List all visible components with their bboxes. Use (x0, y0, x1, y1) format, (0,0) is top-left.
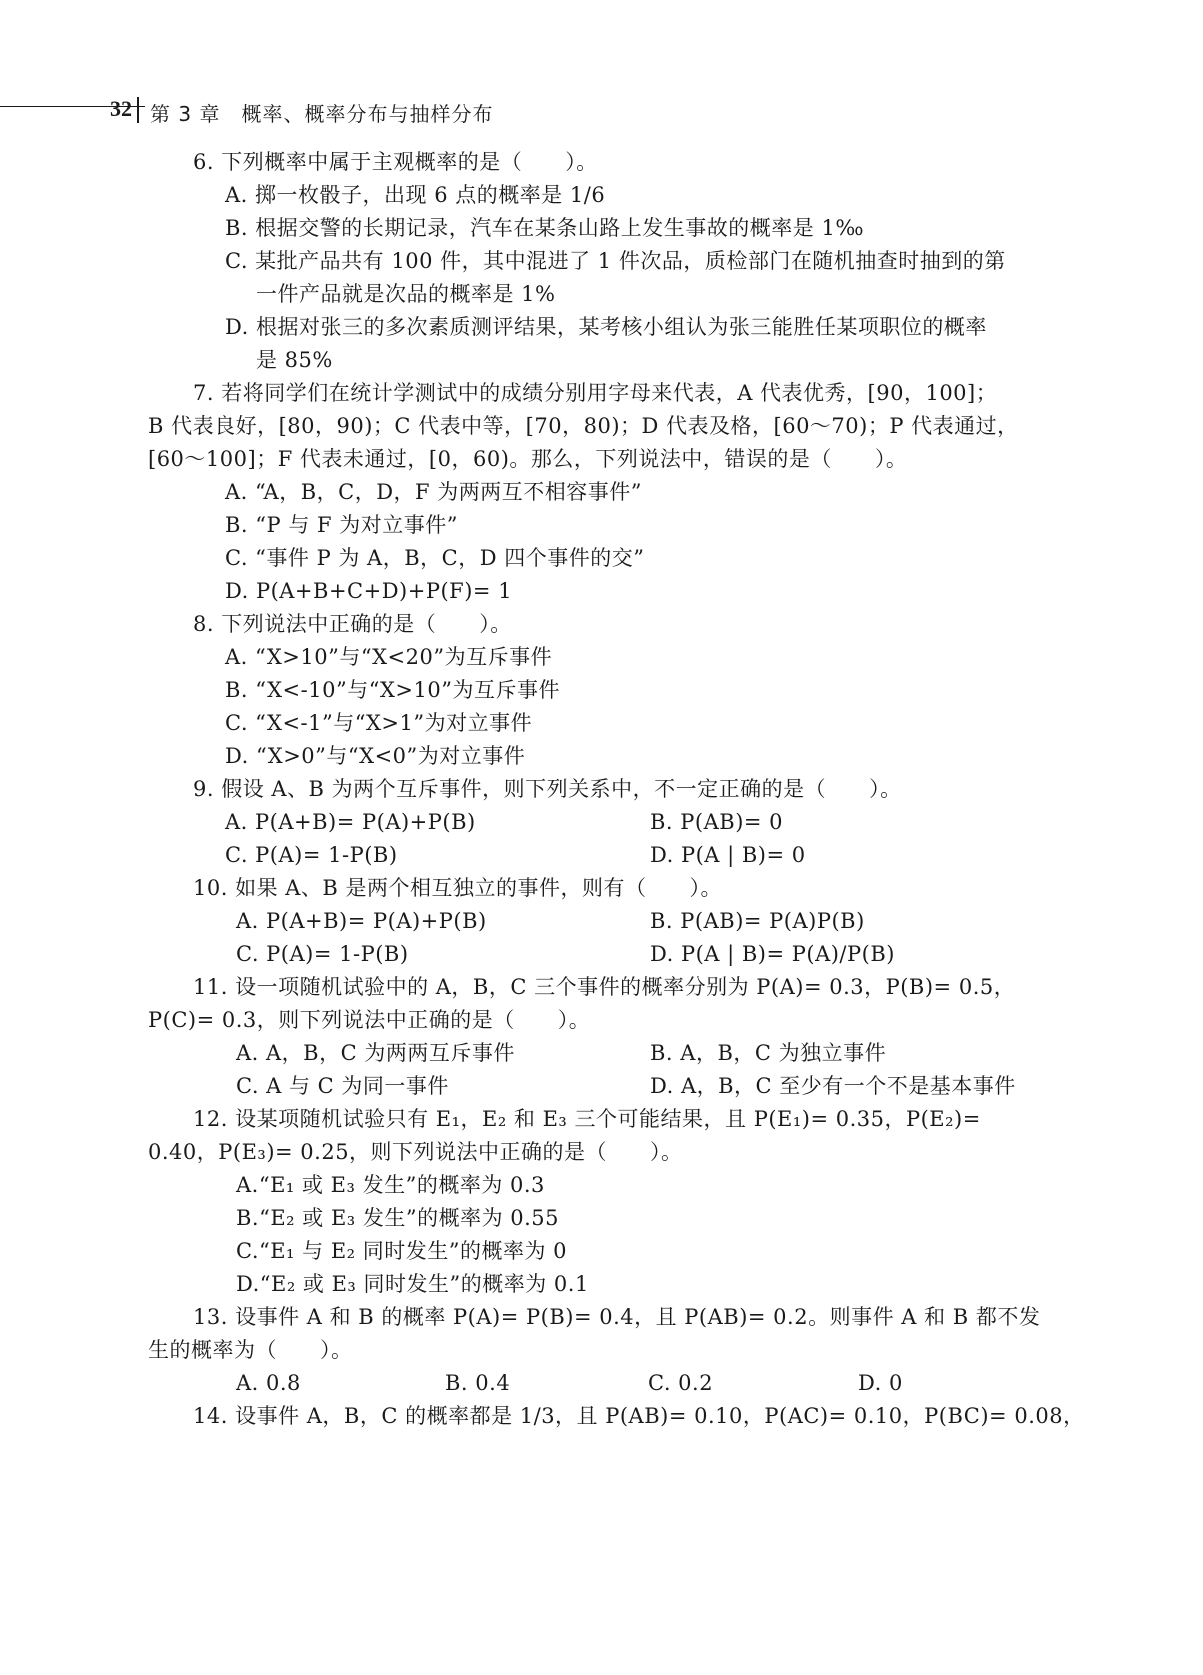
question-6-option-d-cont: 是 85% (256, 348, 333, 372)
chapter-title: 第 3 章 概率、概率分布与抽样分布 (150, 102, 494, 126)
question-11-option-a: A. A，B，C 为两两互斥事件 (236, 1041, 515, 1065)
question-6-stem: 6. 下列概率中属于主观概率的是（ ）。 (193, 150, 598, 174)
question-13-stem-cont: 生的概率为（ ）。 (148, 1338, 353, 1362)
question-13-option-c: C. 0.2 (648, 1371, 714, 1395)
question-7-stem-cont: [60～100]；F 代表未通过，[0，60)。那么，下列说法中，错误的是（ ）。 (148, 447, 908, 471)
question-12-stem-cont: 0.40，P(E₃)= 0.25，则下列说法中正确的是（ ）。 (148, 1140, 683, 1164)
question-7-stem: 7. 若将同学们在统计学测试中的成绩分别用字母来代表，A 代表优秀，[90，100]； (193, 381, 998, 405)
question-7-option-a: A. “A，B，C，D，F 为两两互不相容事件” (225, 480, 643, 504)
question-13-option-b: B. 0.4 (445, 1371, 511, 1395)
question-6-option-c-cont: 一件产品就是次品的概率是 1% (256, 282, 556, 306)
question-10-option-b: B. P(AB)= P(A)P(B) (650, 909, 865, 933)
question-8-option-b: B. “X<-10”与“X>10”为互斥事件 (225, 678, 560, 702)
question-10-option-d: D. P(A | B)= P(A)/P(B) (650, 942, 895, 966)
question-11-option-b: B. A，B，C 为独立事件 (650, 1041, 887, 1065)
question-13-stem: 13. 设事件 A 和 B 的概率 P(A)= P(B)= 0.4，且 P(AB)= 0.2。则事件 A 和 B 都不发 (193, 1305, 1041, 1329)
question-11-option-d: D. A，B，C 至少有一个不是基本事件 (650, 1074, 1016, 1098)
question-12-option-a: A.“E₁ 或 E₃ 发生”的概率为 0.3 (236, 1173, 545, 1197)
question-6-option-b: B. 根据交警的长期记录，汽车在某条山路上发生事故的概率是 1‰ (225, 216, 864, 240)
question-14-stem: 14. 设事件 A，B，C 的概率都是 1/3，且 P(AB)= 0.10，P(AC)= 0.10，P(BC)= 0.08， (193, 1404, 1085, 1428)
question-9-option-a: A. P(A+B)= P(A)+P(B) (225, 810, 476, 834)
question-7-option-b: B. “P 与 F 为对立事件” (225, 513, 458, 537)
question-12-option-d: D.“E₂ 或 E₃ 同时发生”的概率为 0.1 (236, 1272, 589, 1296)
question-12-option-c: C.“E₁ 与 E₂ 同时发生”的概率为 0 (236, 1239, 568, 1263)
question-8-option-d: D. “X>0”与“X<0”为对立事件 (225, 744, 526, 768)
question-9-option-c: C. P(A)= 1-P(B) (225, 843, 398, 867)
question-12-option-b: B.“E₂ 或 E₃ 发生”的概率为 0.55 (236, 1206, 560, 1230)
question-7-stem-cont: B 代表良好，[80，90)；C 代表中等，[70，80)；D 代表及格，[60～70)；P 代表通过， (148, 414, 1019, 438)
page-number: 32 (110, 96, 132, 121)
question-11-stem: 11. 设一项随机试验中的 A，B，C 三个事件的概率分别为 P(A)= 0.3，P(B)= 0.5， (193, 975, 1016, 999)
question-7-option-d: D. P(A+B+C+D)+P(F)= 1 (225, 579, 513, 603)
question-8-option-c: C. “X<-1”与“X>1”为对立事件 (225, 711, 533, 735)
question-10-option-a: A. P(A+B)= P(A)+P(B) (236, 909, 487, 933)
question-9-option-b: B. P(AB)= 0 (650, 810, 784, 834)
question-9-stem: 9. 假设 A、B 为两个互斥事件，则下列关系中，不一定正确的是（ ）。 (193, 777, 902, 801)
question-11-stem-cont: P(C)= 0.3，则下列说法中正确的是（ ）。 (148, 1008, 591, 1032)
question-8-option-a: A. “X>10”与“X<20”为互斥事件 (225, 645, 553, 669)
question-13-option-a: A. 0.8 (236, 1371, 301, 1395)
question-11-option-c: C. A 与 C 为同一事件 (236, 1074, 449, 1098)
question-12-stem: 12. 设某项随机试验只有 E₁，E₂ 和 E₃ 三个可能结果，且 P(E₁)= 0.35，P(E₂)= (193, 1107, 981, 1131)
question-9-option-d: D. P(A | B)= 0 (650, 843, 806, 867)
question-6-option-a: A. 掷一枚骰子，出现 6 点的概率是 1/6 (225, 183, 606, 207)
header-separator (137, 97, 139, 123)
question-7-option-c: C. “事件 P 为 A，B，C，D 四个事件的交” (225, 546, 645, 570)
question-6-option-c: C. 某批产品共有 100 件，其中混进了 1 件次品，质检部门在随机抽查时抽到的第 (225, 249, 1006, 273)
question-10-stem: 10. 如果 A、B 是两个相互独立的事件，则有（ ）。 (193, 876, 723, 900)
question-10-option-c: C. P(A)= 1-P(B) (236, 942, 409, 966)
question-13-option-d: D. 0 (858, 1371, 903, 1395)
question-6-option-d: D. 根据对张三的多次素质测评结果，某考核小组认为张三能胜任某项职位的概率 (225, 315, 987, 339)
question-8-stem: 8. 下列说法中正确的是（ ）。 (193, 612, 512, 636)
